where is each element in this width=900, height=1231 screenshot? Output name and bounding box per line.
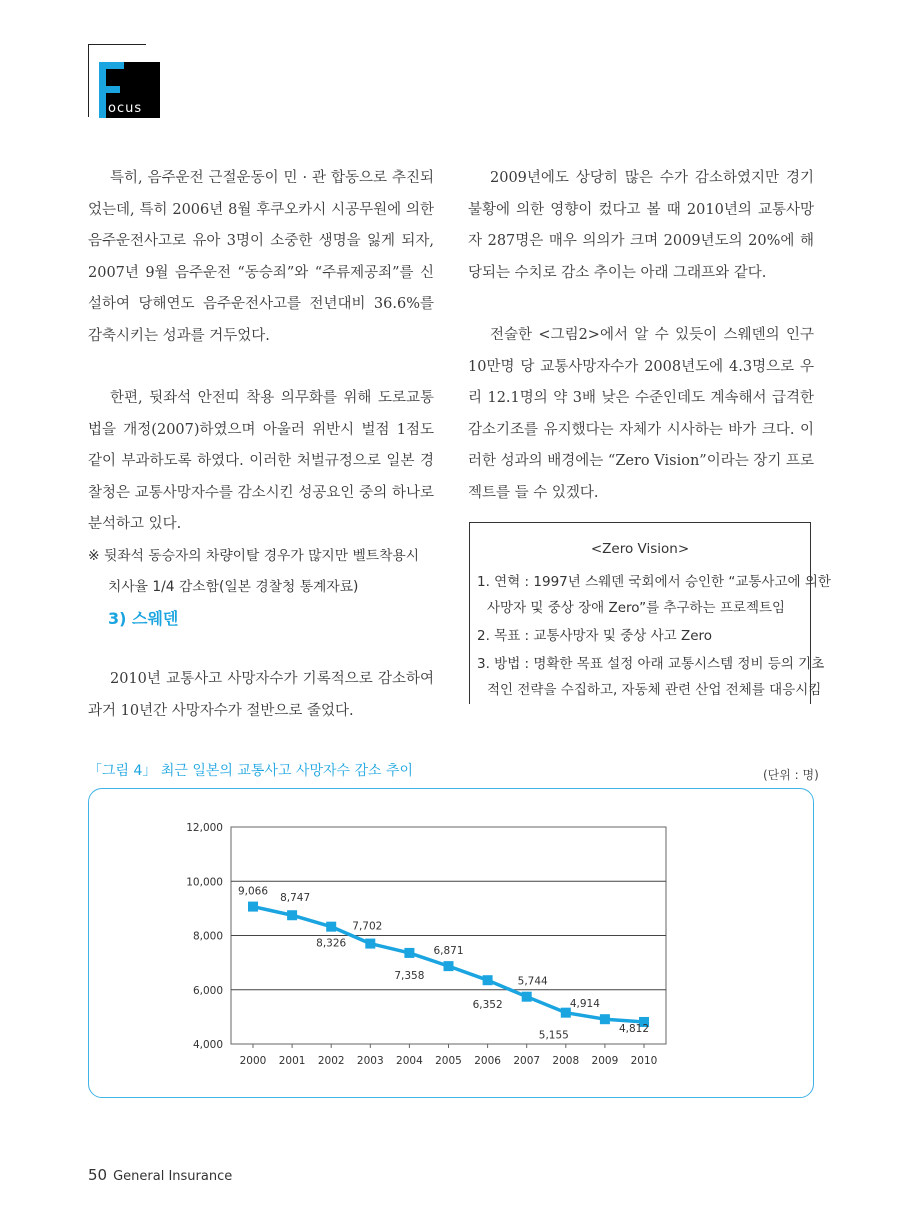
x-tick-label: 2000 — [239, 1055, 267, 1067]
focus-logo-letter — [99, 62, 106, 118]
data-point — [444, 961, 454, 971]
zero-vision-item: 2. 목표 : 교통사망자 및 중상 사고 Zero — [477, 628, 713, 644]
data-label: 4,914 — [569, 998, 600, 1011]
data-point — [483, 975, 493, 985]
zero-vision-item: 1. 연혁 : 1997년 스웨덴 국회에서 승인한 “교통사고에 의한 — [477, 574, 831, 590]
data-label: 6,352 — [472, 999, 503, 1012]
logo-frame-line — [88, 44, 146, 45]
paragraph: 전술한 <그림2>에서 알 수 있듯이 스웨덴의 인구 10만명 당 교통사망자수가 2008년도에 4.3명으로 우리 12.1명의 약 3배 낮은 수준인데도 계속해서 급격한 감소기조를 유지했다는 자체가 시사하는 바가 크다. 이러한 성과의 배경에는 “Zero Vision”이라는 장기 프로젝트를 들 수 있겠다. — [468, 327, 814, 501]
page-number: 50 — [88, 1166, 108, 1184]
data-label: 5,744 — [517, 975, 548, 988]
zero-vision-title: <Zero Vision> — [590, 541, 690, 557]
data-label: 8,326 — [316, 937, 347, 950]
paragraph: 특히, 음주운전 근절운동이 민 · 관 합동으로 추진되었는데, 특히 2006년 8월 후쿠오카시 시공무원에 의한 음주운전사고로 유아 3명이 소중한 생명을 잃게 되자, 2007년 9월 음주운전 “동승죄”와 “주류제공죄”를 신설하여 당해연도 음주운전사고를 전년대비 36.6%를 감축시키는 성과를 거두었다. — [88, 170, 434, 344]
logo-frame-line — [88, 44, 89, 117]
data-point — [326, 922, 336, 932]
x-tick-label: 2003 — [356, 1055, 384, 1067]
data-label: 5,155 — [538, 1029, 569, 1042]
line-chart — [88, 788, 814, 1098]
y-tick-label: 8,000 — [192, 930, 223, 943]
y-tick-label: 4,000 — [192, 1039, 223, 1051]
left-column — [88, 163, 434, 603]
zero-vision-item: 사망자 및 중상 장애 Zero”를 추구하는 프로젝트임 — [487, 600, 786, 616]
x-tick-label: 2004 — [396, 1055, 423, 1067]
right-column — [468, 163, 814, 509]
data-point — [404, 948, 414, 958]
x-tick-label: 2009 — [591, 1055, 619, 1067]
x-tick-label: 2001 — [278, 1055, 306, 1067]
data-label: 8,747 — [280, 892, 311, 905]
section-heading: 3) 스웨덴 — [108, 609, 179, 628]
figure-title: 「그림 4」 최근 일본의 교통사고 사망자수 감소 추이 — [88, 763, 414, 779]
paragraph: 한편, 뒷좌석 안전띠 착용 의무화를 위해 도로교통법을 개정(2007)하였으며 아울러 위반시 벌점 1점도 같이 부과하도록 하였다. 이러한 처벌규정으로 일본 경찰청은 교통사망자수를 감소시킨 성공요인 중의 하나로 분석하고 있다. — [88, 390, 434, 532]
figure-unit: (단위 : 명) — [763, 768, 819, 782]
x-tick-label: 2005 — [435, 1055, 462, 1067]
y-tick-label: 10,000 — [186, 876, 223, 889]
left-column-bottom — [88, 664, 434, 727]
zero-vision-item: 3. 방법 : 명확한 목표 설정 아래 교통시스템 정비 등의 기초 — [477, 656, 825, 672]
data-point — [365, 939, 375, 949]
footnote-line: ※ 뒷좌석 동승자의 차량이탈 경우가 많지만 벨트착용시 — [88, 547, 420, 564]
zero-vision-box — [469, 522, 831, 704]
data-label: 7,358 — [394, 969, 425, 982]
y-tick-label: 12,000 — [186, 822, 223, 834]
paragraph: 2010년 교통사고 사망자수가 기록적으로 감소하여 과거 10년간 사망자수가 절반으로 줄었다. — [88, 671, 434, 719]
page-footer — [88, 1166, 232, 1184]
focus-logo-letter — [106, 62, 124, 69]
x-tick-label: 2007 — [513, 1055, 541, 1067]
x-tick-label: 2006 — [474, 1055, 501, 1067]
footnote — [88, 541, 434, 603]
x-tick-label: 2002 — [317, 1055, 345, 1067]
footnote-line: 치사율 1/4 감소함(일본 경찰청 통계자료) — [108, 578, 359, 595]
zero-vision-item: 적인 전략을 수집하고, 자동체 관련 산업 전체를 대응시킴 — [487, 682, 822, 698]
data-label: 9,066 — [237, 885, 269, 898]
focus-logo-letter — [106, 86, 120, 93]
data-point — [287, 910, 297, 920]
y-tick-label: 6,000 — [192, 984, 223, 997]
x-tick-label: 2008 — [552, 1055, 580, 1067]
data-label: 4,812 — [618, 1022, 650, 1035]
publication-name: General Insurance — [113, 1169, 233, 1184]
paragraph: 2009년에도 상당히 많은 수가 감소하였지만 경기불황에 의한 영향이 컸다고 볼 때 2010년의 교통사망자 287명은 매우 의의가 크며 2009년도의 20%에 해당되는 수치로 감소 추이는 아래 그래프와 같다. — [468, 170, 814, 281]
data-label: 6,871 — [433, 945, 464, 958]
data-point — [522, 992, 532, 1002]
data-point — [600, 1014, 610, 1024]
focus-logo-text: ocus — [108, 101, 143, 116]
x-tick-label: 2010 — [630, 1055, 658, 1067]
data-label: 7,702 — [352, 920, 383, 933]
data-point — [248, 902, 258, 912]
